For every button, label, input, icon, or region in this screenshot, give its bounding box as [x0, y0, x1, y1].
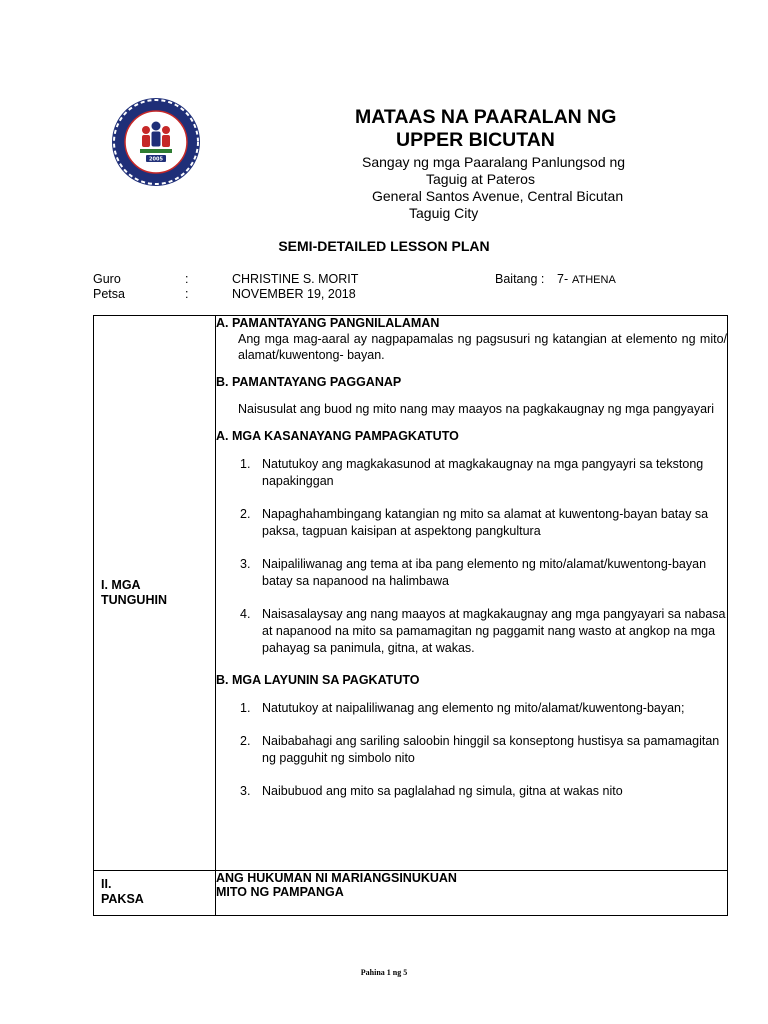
list-item: 2. Napaghahambingang katangian ng mito sa alamat at kuwentong-bayan batay sa paksa, tagpuan kaisipan at aspektong pangkultura — [240, 507, 709, 538]
competencies-heading: A. MGA KASANAYANG PAMPAGKATUTO — [216, 429, 459, 443]
teacher-value: CHRISTINE S. MORIT — [232, 272, 359, 286]
competencies-list — [216, 456, 727, 657]
address-line1: General Santos Avenue, Central Bicutan — [372, 188, 624, 204]
objectives-label-cell — [94, 316, 216, 871]
topic-label-line1: II. — [101, 877, 112, 891]
content-standard-heading: A. PAMANTAYANG PANGNILALAMAN — [216, 316, 440, 330]
list-item: 1. Natutukoy at naipaliliwanag ang elemento ng mito/alamat/kuwentong-bayan; — [240, 701, 685, 715]
division-line2: Taguig at Pateros — [426, 171, 535, 187]
objectives-content-cell — [216, 316, 728, 871]
objectives-label-line1: I. MGA — [101, 578, 141, 592]
objectives-list — [216, 700, 727, 800]
date-label: Petsa — [93, 287, 125, 301]
objectives-label-line2: TUNGUHIN — [101, 593, 167, 607]
topic-line1: ANG HUKUMAN NI MARIANGSINUKUAN — [216, 871, 457, 885]
date-value: NOVEMBER 19, 2018 — [232, 287, 356, 301]
objectives-row — [94, 316, 728, 871]
topic-row — [94, 871, 728, 916]
topic-label-cell — [94, 871, 216, 916]
section-value: ATHENA — [572, 274, 616, 286]
list-item: 3. Naibubuod ang mito sa paglalahad ng simula, gitna at wakas nito — [240, 784, 623, 798]
page-footer: Pahina 1 ng 5 — [360, 968, 408, 977]
topic-content-cell — [216, 871, 728, 916]
school-seal-icon — [110, 96, 202, 188]
logo-year-text: 2005 — [149, 156, 163, 163]
objectives-heading: B. MGA LAYUNIN SA PAGKATUTO — [216, 673, 420, 687]
list-item: 2. Naibabahagi ang sariling saloobin hinggil sa konseptong hustisya sa pamamagitan ng pagguhit ng simbolo nito — [240, 734, 720, 765]
school-name-line2: UPPER BICUTAN — [396, 129, 555, 151]
list-item: 3. Naipaliliwanag ang tema at iba pang elemento ng mito/alamat/kuwentong-bayan batay sa napanood na halimbawa — [240, 557, 707, 588]
grade-label: Baitang : — [495, 272, 545, 286]
topic-line2: MITO NG PAMPANGA — [216, 885, 344, 899]
teacher-colon: : — [185, 272, 189, 286]
school-logo — [110, 96, 202, 188]
performance-standard-heading: B. PAMANTAYANG PAGGANAP — [216, 375, 402, 389]
document-title: SEMI-DETAILED LESSON PLAN — [278, 238, 490, 254]
address-line2: Taguig City — [409, 205, 479, 221]
content-standard-text: Ang mga mag-aaral ay nagpapamalas ng pagsusuri ng katangian at elemento ng mito/ alamat/kuwentong- bayan. — [238, 332, 727, 362]
teacher-label: Guro — [93, 272, 121, 286]
topic-label-line2: PAKSA — [101, 892, 144, 906]
lesson-plan-table — [93, 315, 728, 916]
performance-standard-text: Naisusulat ang buod ng mito nang may maayos na pagkakaugnay ng mga pangyayari — [238, 402, 715, 416]
grade-value: 7- — [557, 272, 569, 286]
list-item: 4. Naisasalaysay ang nang maayos at magkakaugnay ang mga pangyayari sa nabasa at napanood na mito sa pamamagitan ng paggamit nang wasto at angkop na mga pahayag sa panimula, gitna, at wakas. — [240, 607, 726, 655]
date-colon: : — [185, 287, 189, 301]
list-item: 1. Natutukoy ang magkakasunod at magkakaugnay na mga pangyayri sa tekstong napakinggan — [240, 457, 704, 488]
division-line1: Sangay ng mga Paaralang Panlungsod ng — [362, 154, 626, 170]
school-name-line1: MATAAS NA PAARALAN NG — [355, 106, 617, 128]
